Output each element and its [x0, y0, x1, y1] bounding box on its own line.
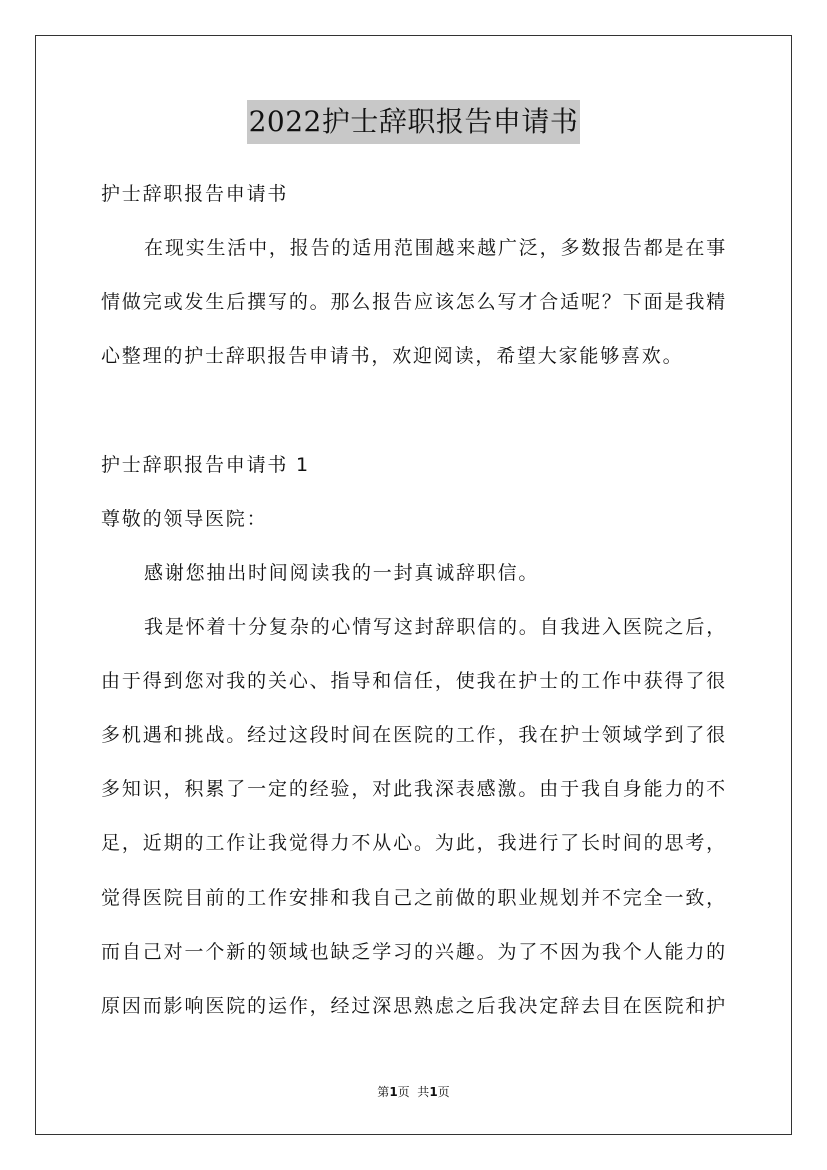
document-title: 2022护士辞职报告申请书 — [247, 100, 581, 144]
footer-page-number: 1 — [389, 1085, 398, 1099]
footer-page-total: 1 — [429, 1085, 438, 1099]
footer-page-suffix: 页 — [437, 1085, 450, 1099]
salutation: 尊敬的领导医院： — [101, 508, 268, 530]
intro-line-2: 情做完或发生后撰写的。那么报告应该怎么写才合适呢？下面是我精 — [101, 291, 727, 313]
body-line-5: 足，近期的工作让我觉得力不从心。为此，我进行了长时间的思考， — [101, 832, 727, 854]
body-line-3: 多机遇和挑战。经过这段时间在医院的工作，我在护士领域学到了很 — [101, 724, 727, 746]
page-footer — [0, 1083, 827, 1101]
body-line-8: 原因而影响医院的运作，经过深思熟虑之后我决定辞去目在医院和护 — [101, 995, 727, 1017]
body-line-6: 觉得医院目前的工作安排和我自己之前做的职业规划并不完全一致， — [101, 887, 727, 909]
footer-page-prefix: 第 — [377, 1085, 390, 1099]
body-line-7: 而自己对一个新的领域也缺乏学习的兴趣。为了不因为我个人能力的 — [101, 941, 727, 963]
intro-line-3: 心整理的护士辞职报告申请书，欢迎阅读，希望大家能够喜欢。 — [101, 345, 684, 367]
title-container — [0, 100, 827, 144]
body-line-4: 多知识，积累了一定的经验，对此我深表感激。由于我自身能力的不 — [101, 778, 727, 800]
document-heading: 护士辞职报告申请书 — [101, 183, 289, 205]
section-title: 护士辞职报告申请书 1 — [101, 454, 310, 476]
footer-page-mid: 页 共 — [397, 1085, 430, 1099]
body-line-2: 由于得到您对我的关心、指导和信任，使我在护士的工作中获得了很 — [101, 670, 727, 692]
thanks-line: 感谢您抽出时间阅读我的一封真诚辞职信。 — [144, 562, 540, 584]
body-line-1: 我是怀着十分复杂的心情写这封辞职信的。自我进入医院之后， — [144, 616, 727, 638]
intro-line-1: 在现实生活中，报告的适用范围越来越广泛，多数报告都是在事 — [144, 237, 727, 259]
